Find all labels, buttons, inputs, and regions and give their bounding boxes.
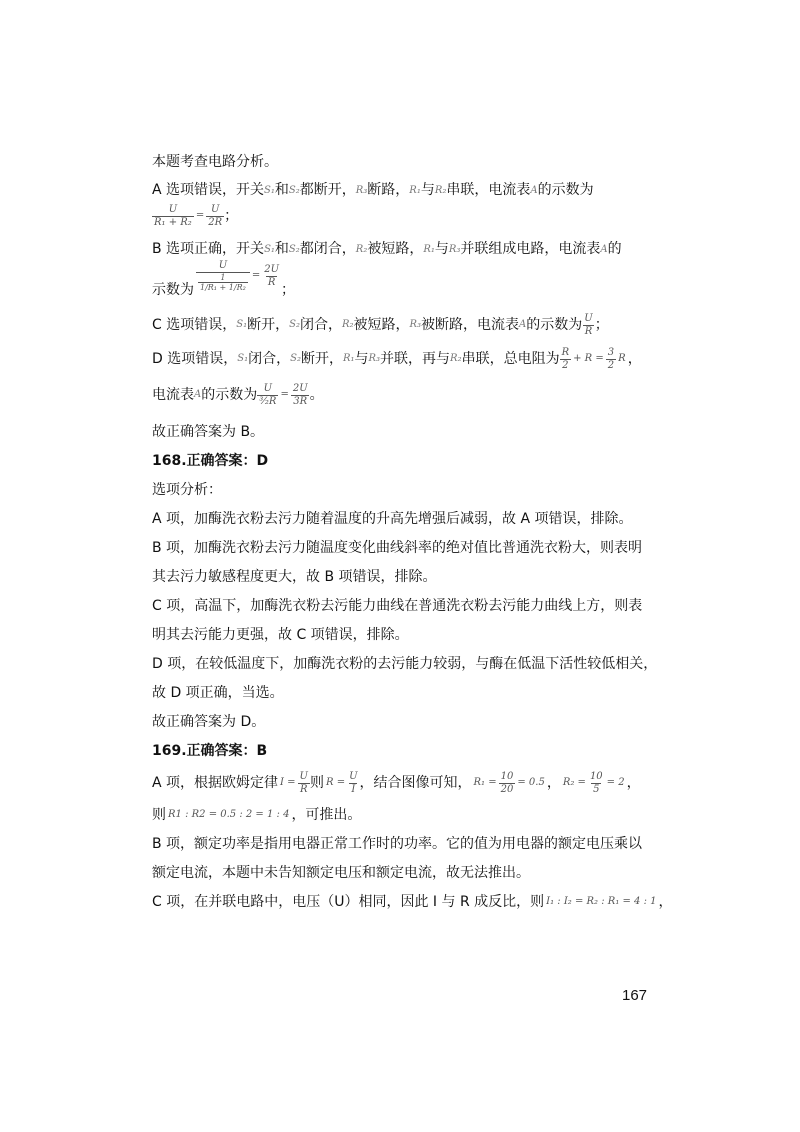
text-line (152, 863, 650, 883)
text-line (152, 342, 650, 376)
equals-sign: = (195, 210, 205, 221)
math-symbol: A (600, 244, 608, 255)
text: 则 (309, 775, 324, 791)
math-symbol: R₁ (423, 244, 435, 255)
text: 和 (274, 182, 289, 198)
text: 故正确答案为 D。 (152, 714, 266, 730)
text-line (152, 834, 650, 854)
math-symbol: A (519, 319, 527, 330)
text: 额定电流，本题中未告知额定电压和额定电流，故无法推出。 (152, 865, 530, 881)
answer-heading (152, 451, 650, 471)
text-line (152, 422, 650, 442)
math-symbol: R₃ (409, 319, 422, 330)
fraction: $\frac{U}{\frac{1}{\text{1/R₁ + 1/R₂}}}$ (196, 260, 250, 292)
fraction: $\frac{R}{2}$ (561, 346, 570, 371)
text-line (152, 567, 650, 587)
text: B 项，加酶洗衣粉去污力随温度变化曲线斜率的绝对值比普通洗衣粉大，则表明 (152, 540, 643, 556)
text: 闭合， (248, 351, 291, 367)
text: D 选项错误， (152, 351, 238, 367)
text: 的 (607, 241, 622, 257)
fraction: $\frac{U}{\text{³⁄₂R}}$ (259, 382, 277, 407)
text-line (152, 376, 650, 414)
text: ， (626, 775, 641, 791)
math-symbol: S₂ (288, 244, 300, 255)
text-line (152, 509, 650, 529)
text-line (152, 712, 650, 732)
text: 本题考查电路分析。 (152, 154, 278, 170)
math-symbol: S₁ (236, 319, 248, 330)
text: 故 D 项正确，当选。 (152, 685, 284, 701)
math-symbol: S₁ (264, 185, 275, 196)
solution-body (152, 152, 673, 912)
page-number: 167 (622, 987, 648, 1004)
math-symbol: S₂ (290, 353, 301, 364)
text: 并联，再与 (380, 351, 451, 367)
math-symbol: A (194, 389, 202, 400)
fraction: $\frac{U}{\text{R₁ + R₂}}$ (154, 203, 192, 228)
text: C 项，高温下，加酶洗衣粉去污能力曲线在普通洗衣粉去污能力曲线上方，则表 (152, 598, 643, 614)
text: A 项，加酶洗衣粉去污力随着温度的升高先增强后减弱，故 A 项错误，排除。 (152, 511, 633, 527)
text-line (152, 805, 650, 825)
text: 明其去污能力更强，故 C 项错误，排除。 (152, 627, 409, 643)
text-line (152, 239, 650, 260)
math-expression: = 2 (606, 777, 625, 788)
math-symbol: S₂ (288, 185, 300, 196)
text: ，结合图像可知， (359, 775, 472, 791)
text: 的示数为 (201, 387, 258, 403)
math-symbol: R₁ (342, 353, 355, 364)
fraction: $\frac{2U}{3R}$ (292, 382, 308, 407)
text: 和 (274, 241, 289, 257)
text: A 选项错误，开关 (152, 182, 265, 198)
text: 示数为 (152, 282, 194, 298)
text: 故正确答案为 B。 (152, 424, 265, 440)
text: 的示数为 (537, 182, 594, 198)
text-line (152, 480, 650, 500)
answer-heading (152, 741, 650, 761)
math-symbol: R₃ (355, 185, 368, 196)
text-line (152, 596, 650, 616)
math-expression: I = (280, 777, 296, 788)
fraction: $\frac{U}{I}$ (349, 770, 358, 795)
text: A 项，根据欧姆定律 (152, 775, 279, 791)
text: 则 (152, 807, 166, 823)
text: 被断路，电流表 (421, 317, 520, 333)
text: 都断开， (299, 182, 356, 198)
formula-line (152, 201, 650, 231)
fraction: $\frac{2U}{R}$ (264, 263, 280, 288)
fraction: $\frac{10}{5}$ (589, 770, 603, 795)
text: ， (658, 894, 673, 910)
text: 与 (354, 351, 369, 367)
math-symbol: R₃ (368, 353, 381, 364)
text-line (152, 625, 650, 645)
text: ； (224, 208, 239, 224)
text: 串联，总电阻为 (461, 351, 560, 367)
text: ； (594, 317, 609, 333)
math-symbol: S₁ (264, 244, 275, 255)
fraction: $\frac{U}{2R}$ (208, 203, 223, 228)
text: 选项分析： (152, 482, 222, 498)
text-line (152, 180, 650, 201)
text: 与 (434, 241, 449, 257)
math-expression: I₁ : I₂ = R₂ : R₁ = 4 : 1 (546, 896, 657, 907)
text: D 项，在较低温度下，加酶洗衣粉的去污能力较弱，与酶在低温下活性较低相关， (152, 656, 658, 672)
text-line (152, 761, 650, 805)
math-symbol: R₂ (450, 353, 462, 364)
math-symbol: R₃ (448, 244, 461, 255)
fraction: $\frac{U}{R}$ (584, 312, 593, 337)
text: 都闭合， (299, 241, 356, 257)
text: 并联组成电路，电流表 (460, 241, 601, 257)
formula (196, 260, 281, 292)
text: C 选项错误， (152, 317, 237, 333)
text: 断开， (300, 351, 343, 367)
text: ， (546, 775, 561, 791)
text: 被短路， (367, 241, 424, 257)
fraction: $\frac{10}{20}$ (500, 770, 514, 795)
text: 断开， (247, 317, 290, 333)
text: 与 (420, 182, 435, 198)
text: 串联，电流表 (446, 182, 531, 198)
text: B 选项正确，开关 (152, 241, 265, 257)
text: 被短路， (353, 317, 410, 333)
math-symbol: R (618, 353, 626, 364)
math-symbol: R₂ (434, 185, 447, 196)
math-expression: R₂ = (562, 777, 586, 788)
math-expression: = 0.5 (517, 777, 545, 788)
text: ，可推出。 (291, 807, 362, 823)
equals-sign: = (251, 270, 261, 281)
text: 其去污力敏感程度更大，故 B 项错误，排除。 (152, 569, 437, 585)
text: 。 (309, 387, 324, 403)
text: 的示数为 (526, 317, 583, 333)
text-line (152, 892, 673, 912)
text: 断路， (367, 182, 410, 198)
text: 电流表 (152, 387, 194, 403)
math-symbol: S₂ (289, 319, 300, 330)
math-symbol: R₁ (409, 185, 421, 196)
text: B 项，额定功率是指用电器正常工作时的功率。它的值为用电器的额定电压乘以 (152, 836, 643, 852)
text-line (152, 152, 650, 172)
math-expression: R = (325, 777, 346, 788)
math-expression: R₁ = (473, 777, 497, 788)
text-line (152, 538, 650, 558)
text: ； (281, 282, 296, 298)
text: 闭合， (299, 317, 342, 333)
formula-line (152, 260, 650, 300)
fraction: $\frac{U}{R}$ (299, 770, 308, 795)
equals-sign: = (280, 389, 289, 400)
text: ， (627, 351, 642, 367)
math-symbol: R₂ (355, 244, 368, 255)
text: C 项，在并联电路中，电压（U）相同，因此 I 与 R 成反比，则 (152, 894, 545, 910)
text-line (152, 683, 650, 703)
text-line (152, 654, 658, 674)
math-expression: R1 : R2 = 0.5 : 2 = 1 : 4 (168, 809, 290, 820)
text: 168.正确答案：D (152, 453, 269, 469)
text-line (152, 308, 650, 342)
fraction: $\frac{3}{2}$ (607, 346, 615, 371)
math-symbol: S₁ (237, 353, 249, 364)
math-symbol: R₂ (341, 319, 354, 330)
math-symbol: A (530, 185, 538, 196)
math-expression: + R = (573, 353, 604, 364)
text: 169.正确答案：B (152, 743, 268, 759)
